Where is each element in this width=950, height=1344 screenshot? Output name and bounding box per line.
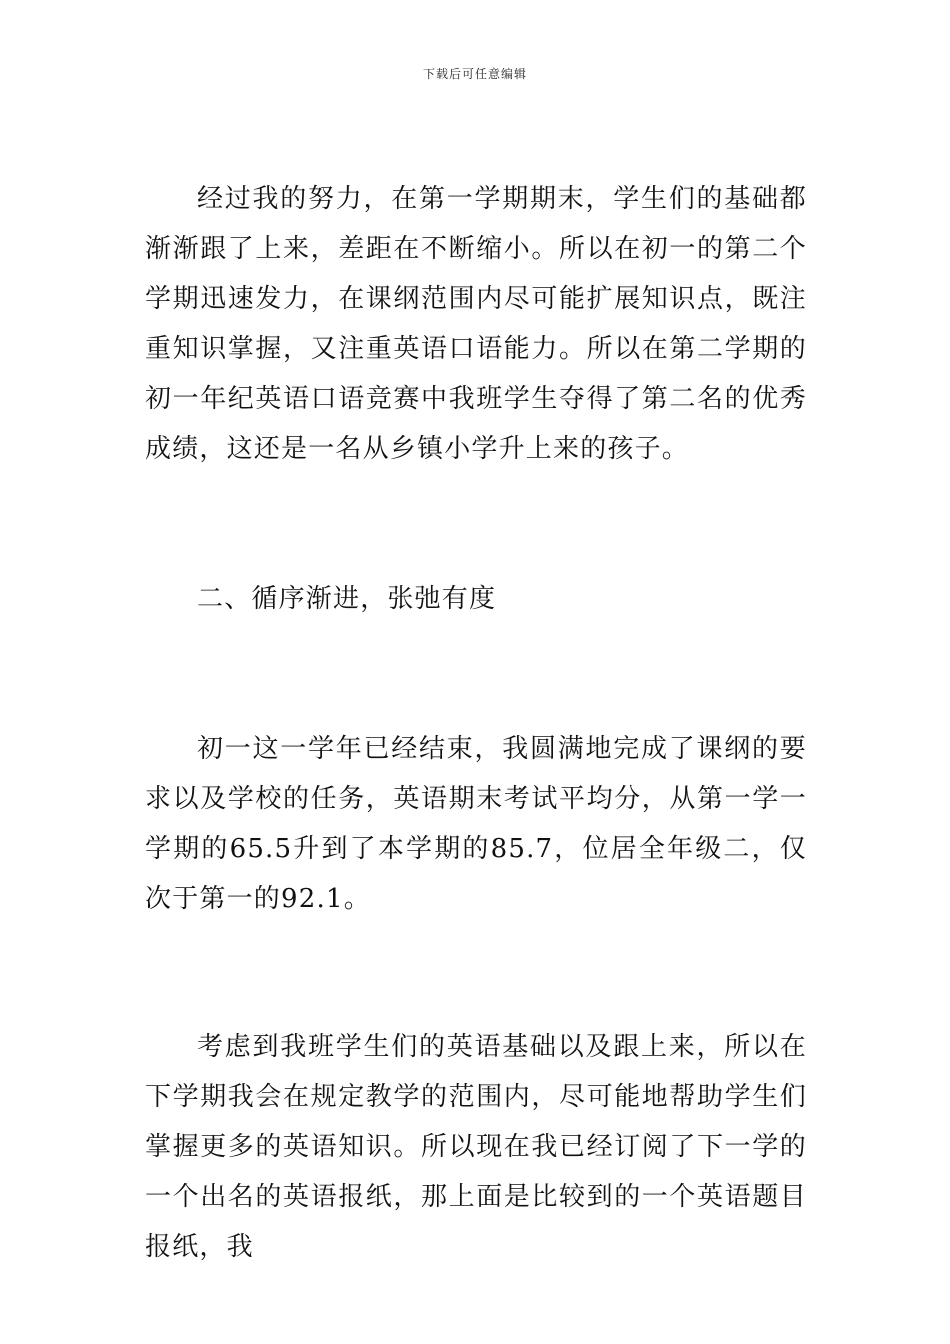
header-note: 下载后可任意编辑 [422, 67, 527, 81]
paragraph-2: 初一这一学年已经结束，我圆满地完成了课纲的要求以及学校的任务，英语期末考试平均分，从第一学一学期的65.5升到了本学期的85.7，位居全年级二，仅次于第一的92.1。 [145, 734, 807, 914]
section-heading: 二、循序渐进，张弛有度 [197, 584, 497, 614]
paragraph-1: 经过我的努力，在第一学期期末，学生们的基础都渐渐跟了上来，差距在不断缩小。所以在初一的第二个学期迅速发力，在课纲范围内尽可能扩展知识点，既注重知识掌握，又注重英语口语能力。所以在第二学期的初一年纪英语口语竞赛中我班学生夺得了第二名的优秀成绩，这还是一名从乡镇小学升上来的孩子。 [145, 184, 807, 464]
paragraph-3: 考虑到我班学生们的英语基础以及跟上来，所以在下学期我会在规定教学的范围内，尽可能地帮助学生们掌握更多的英语知识。所以现在我已经订阅了下一学的一个出名的英语报纸，那上面是比较到的一个英语题目报纸，我 [145, 1032, 807, 1262]
